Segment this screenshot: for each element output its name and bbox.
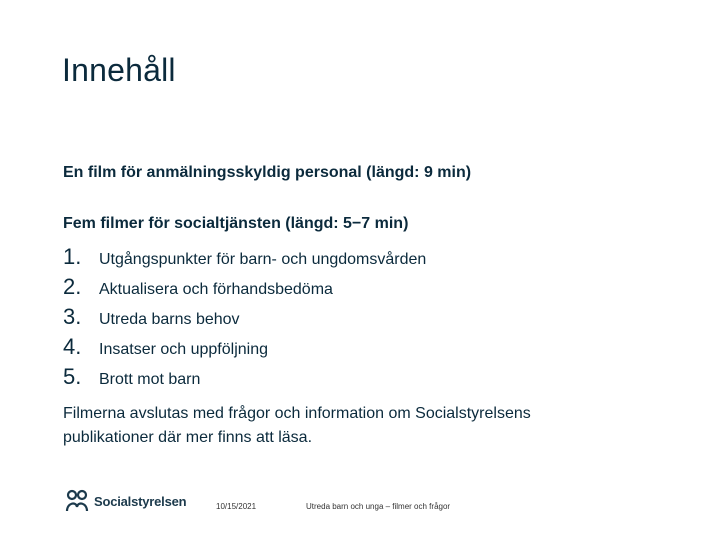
film-list xyxy=(63,244,426,394)
closing-text: Filmerna avslutas med frågor och information om Socialstyrelsens publikationer där mer finns att läsa. xyxy=(63,405,531,446)
socialstyrelsen-logo-icon xyxy=(64,489,90,513)
list-item xyxy=(63,334,426,364)
list-item-number: 5. xyxy=(63,364,82,389)
slide-footer xyxy=(0,486,720,516)
list-item-number: 3. xyxy=(63,304,82,329)
socialstyrelsen-logo xyxy=(64,488,186,514)
footer-date: 10/15/2021 xyxy=(216,502,257,511)
film-single-heading: En film för anmälningsskyldig personal (längd: 9 min) xyxy=(63,164,472,181)
list-item xyxy=(63,274,426,304)
slide-title: Innehåll xyxy=(62,52,176,88)
film-series-heading: Fem filmer för socialtjänsten (längd: 5−7 min) xyxy=(63,215,409,232)
logo-wordmark: Socialstyrelsen xyxy=(94,493,187,509)
list-item xyxy=(63,244,426,274)
list-item xyxy=(63,364,426,394)
list-item-text: Brott mot barn xyxy=(99,371,201,388)
list-item-text: Insatser och uppföljning xyxy=(99,341,268,358)
list-item-text: Aktualisera och förhandsbedöma xyxy=(99,281,333,298)
list-item xyxy=(63,304,426,334)
list-item-text: Utgångspunkter för barn- och ungdomsvården xyxy=(99,251,427,268)
list-item-number: 1. xyxy=(63,244,82,269)
list-item-number: 4. xyxy=(63,334,82,359)
footer-title: Utreda barn och unga – filmer och frågor xyxy=(306,502,451,511)
list-item-number: 2. xyxy=(63,274,82,299)
list-item-text: Utreda barns behov xyxy=(99,311,240,328)
